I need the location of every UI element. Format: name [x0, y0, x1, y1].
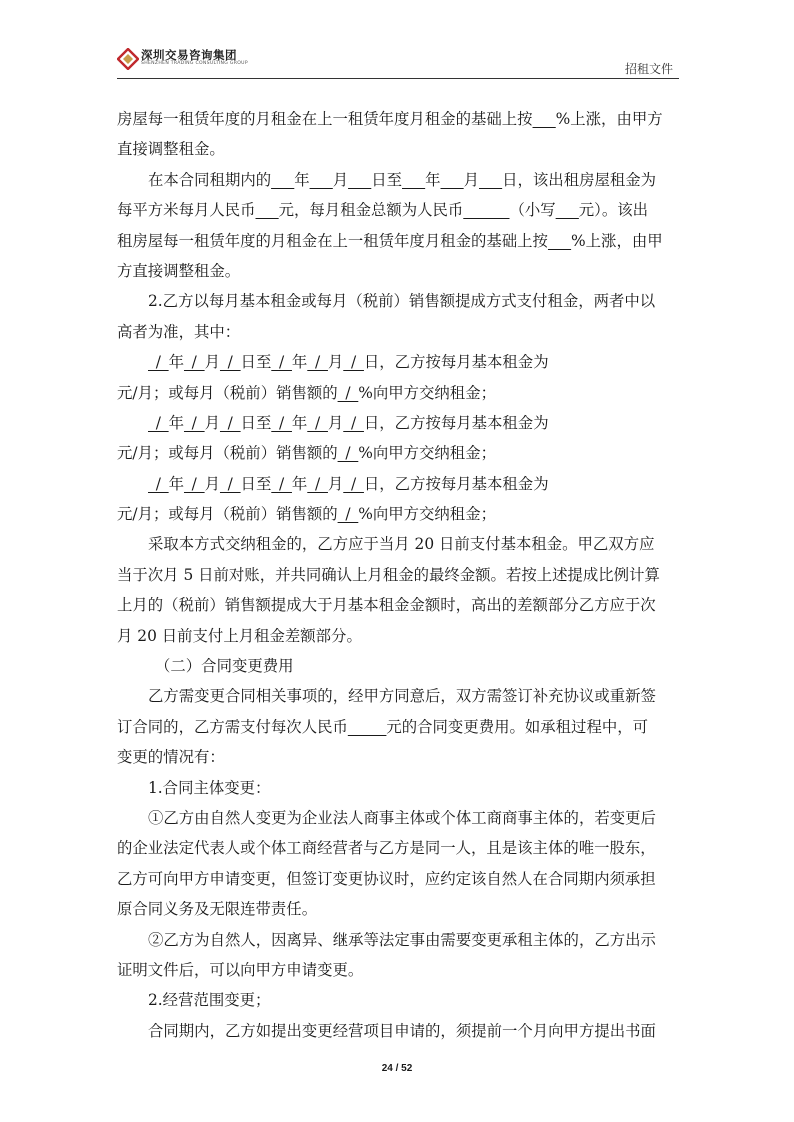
blank-field: ___	[479, 170, 503, 189]
text-line: ②乙方为自然人，因离异、继承等法定事由需要变更承租主体的，乙方出示	[148, 930, 656, 949]
blank-field: ___	[547, 231, 572, 250]
text-line: 房屋每一租赁年度的月租金在上一租赁年度月租金的基础上按___%上涨，由甲方	[117, 110, 663, 128]
text-line: 租房屋每一租赁年度的月租金在上一租赁年度月租金的基础上按___%上涨，由甲	[117, 231, 663, 250]
list-item-heading: 1.合同主体变更：	[148, 778, 271, 797]
page-number: 24 / 52	[381, 1063, 413, 1074]
blank-field: ___	[348, 170, 372, 189]
text-line: 在本合同租期内的___年___月___日至___年___月___日，该出租房屋租金为	[148, 170, 657, 189]
text-line: 订合同的，乙方需支付每次人民币_____元的合同变更费用。如承租过程中，可	[117, 717, 649, 736]
blank-field: ___	[555, 201, 579, 220]
blank-field: ______	[463, 201, 510, 220]
page-header	[117, 40, 679, 79]
section-heading: （二）合同变更费用	[155, 657, 294, 676]
text-line: 上月的（税前）销售额提成大于月基本租金金额时，高出的差额部分乙方应于次	[117, 596, 656, 615]
text-line: 证明文件后，可以向甲方申请变更。	[117, 960, 364, 979]
text-line: 月 20 日前支付上月租金差额部分。	[117, 626, 362, 645]
text-line: 乙方需变更合同相关事项的，经甲方同意后，双方需签订补充协议或重新签	[148, 687, 656, 706]
text-line: 乙方可向甲方申请变更，但签订变更协议时，应约定该自然人在合同期内须承担	[117, 869, 656, 888]
document-type-label: 招租文件	[624, 62, 673, 76]
logo-mark-icon	[117, 48, 139, 70]
document-body	[117, 104, 679, 1046]
blank-field: ___	[440, 170, 464, 189]
text-line: 合同期内，乙方如提出变更经营项目申请的，须提前一个月向甲方提出书面	[148, 1021, 656, 1040]
text-line: 原合同义务及无限连带责任。	[117, 900, 318, 919]
text-line: 当于次月 5 日前对账，并共同确认上月租金的最终金额。若按上述提成比例计算	[117, 565, 660, 584]
text-line: 直接调整租金。	[117, 140, 225, 159]
period-row: _/_年_/_月_/_日至_/_年_/_月_/_日，乙方按每月基本租金为	[148, 413, 549, 432]
company-name-cn: 深圳交易咨询集团	[141, 48, 237, 62]
list-item-heading: 2.经营范围变更；	[148, 991, 271, 1010]
period-row-rate: 元/月；或每月（税前）销售额的_/_%向甲方交纳租金；	[117, 505, 496, 524]
text-line: 每平方米每月人民币___元，每月租金总额为人民币______（小写___元）。该出	[117, 201, 649, 220]
text-line: 采取本方式交纳租金的，乙方应于当月 20 日前支付基本租金。甲乙双方应	[148, 535, 655, 554]
text-line: 2.乙方以每月基本租金或每月（税前）销售额提成方式支付租金，两者中以	[148, 292, 656, 311]
blank-field: ___	[532, 110, 556, 128]
text-line: ①乙方由自然人变更为企业法人商事主体或个体工商商事主体的，若变更后	[148, 808, 656, 827]
blank-field: ___	[309, 170, 333, 189]
period-row: _/_年_/_月_/_日至_/_年_/_月_/_日，乙方按每月基本租金为	[148, 474, 549, 493]
company-name-en: SHENZHEN TRADING CONSULTING GROUP	[141, 61, 248, 66]
text-line: 方直接调整租金。	[117, 261, 241, 280]
blank-field: ___	[402, 170, 426, 189]
period-row: _/_年_/_月_/_日至_/_年_/_月_/_日，乙方按每月基本租金为	[148, 353, 549, 372]
text-line: 高者为准，其中：	[117, 322, 241, 341]
blank-field: _____	[347, 717, 387, 736]
text-line: 的企业法定代表人或个体工商经营者与乙方是同一人，且是该主体的唯一股东，	[117, 839, 656, 858]
period-row-rate: 元/月；或每月（税前）销售额的_/_%向甲方交纳租金；	[117, 444, 496, 463]
blank-field: ___	[271, 170, 295, 189]
blank-field: ___	[255, 201, 279, 220]
period-row-rate: 元/月；或每月（税前）销售额的_/_%向甲方交纳租金；	[117, 383, 496, 402]
company-logo	[117, 46, 247, 74]
text-line: 变更的情况有：	[117, 748, 225, 767]
